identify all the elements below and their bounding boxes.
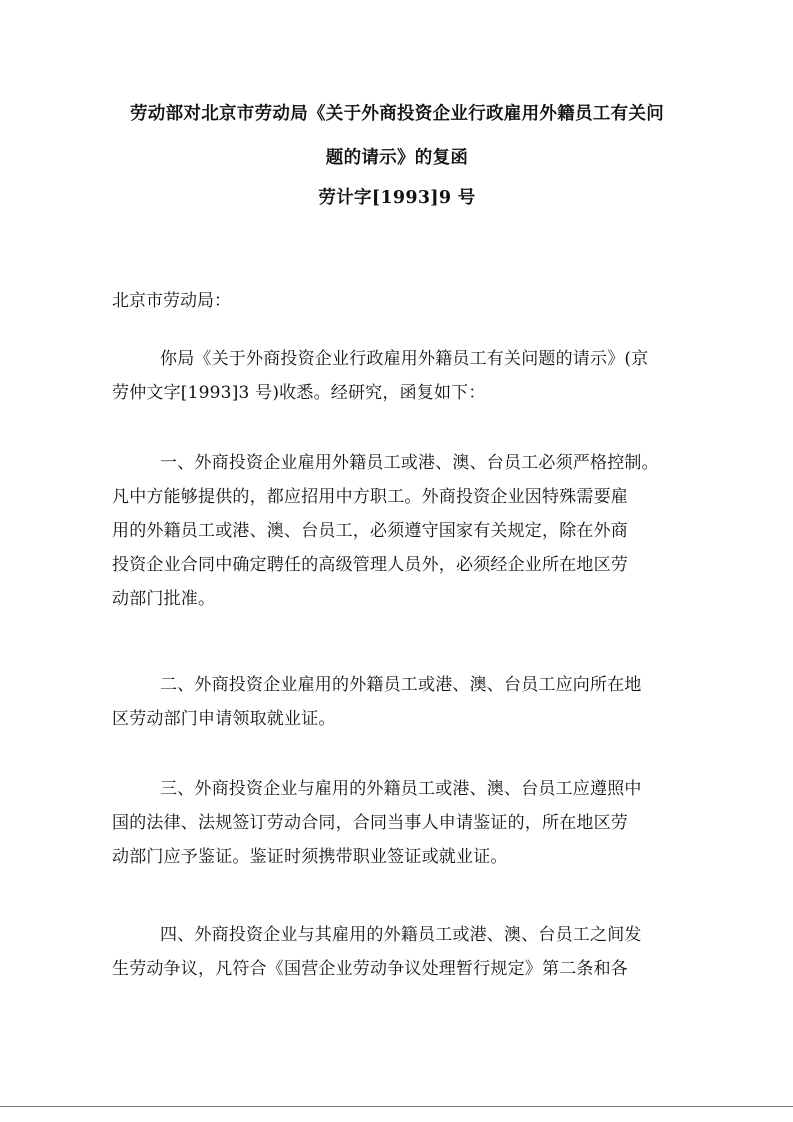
paragraph-1 xyxy=(112,342,684,410)
paragraph-4 xyxy=(112,772,684,874)
paragraph-line: 一、外商投资企业雇用外籍员工或港、澳、台员工必须严格控制。 xyxy=(160,453,659,473)
paragraph-line: 四、外商投资企业与其雇用的外籍员工或港、澳、台员工之间发 xyxy=(160,925,642,945)
salutation: 北京市劳动局： xyxy=(112,291,231,311)
paragraph-line: 区劳动部门申请领取就业证。 xyxy=(112,709,336,729)
title-line-1: 劳动部对北京市劳动局《关于外商投资企业行政雇用外籍员工有关问 xyxy=(130,104,664,124)
paragraph-line: 用的外籍员工或港、澳、台员工，必须遵守国家有关规定，除在外商 xyxy=(112,521,628,541)
paragraph-5 xyxy=(112,918,684,986)
paragraph-line: 二、外商投资企业雇用的外籍员工或港、澳、台员工应向所在地 xyxy=(160,675,642,695)
document-number: 劳计字[1993]9 号 xyxy=(318,188,476,208)
title-line-2: 题的请示》的复函 xyxy=(325,148,469,168)
paragraph-line: 生劳动争议，凡符合《国营企业劳动争议处理暂行规定》第二条和各 xyxy=(112,959,628,979)
paragraph-line: 动部门批准。 xyxy=(112,589,216,609)
paragraph-line: 国的法律、法规签订劳动合同，合同当事人申请鉴证的，所在地区劳 xyxy=(112,813,628,833)
paragraph-line: 劳仲文字[1993]3 号)收悉。经研究，函复如下： xyxy=(112,383,486,403)
paragraph-line: 你局《关于外商投资企业行政雇用外籍员工有关问题的请示》(京 xyxy=(160,349,649,369)
paragraph-line: 三、外商投资企业与雇用的外籍员工或港、澳、台员工应遵照中 xyxy=(160,779,642,799)
page-bottom-divider xyxy=(0,1106,793,1107)
paragraph-line: 动部门应予鉴证。鉴证时须携带职业签证或就业证。 xyxy=(112,847,508,867)
paragraph-line: 投资企业合同中确定聘任的高级管理人员外，必须经企业所在地区劳 xyxy=(112,555,628,575)
paragraph-3 xyxy=(112,668,684,736)
paragraph-2 xyxy=(112,446,684,616)
paragraph-line: 凡中方能够提供的，都应招用中方职工。外商投资企业因特殊需要雇 xyxy=(112,487,628,507)
document-title xyxy=(112,92,682,220)
